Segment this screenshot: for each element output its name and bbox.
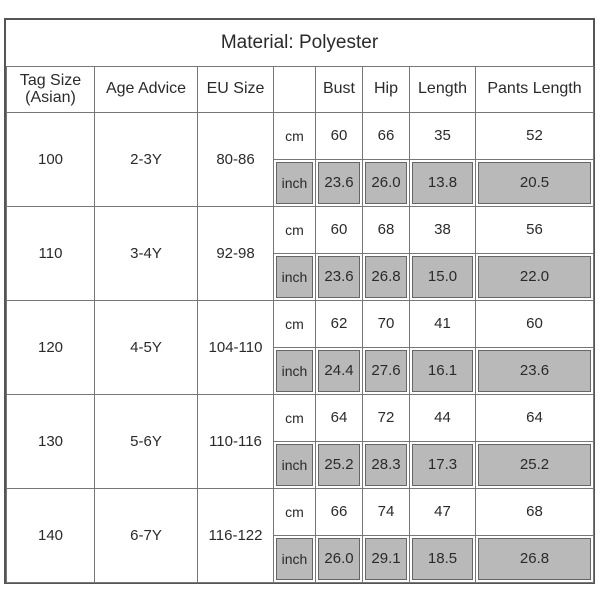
header-bust: Bust (316, 67, 363, 113)
hip-inch-cell: 26.0 (363, 160, 410, 207)
length-cm-cell: 38 (410, 207, 476, 254)
bust-cm-cell: 66 (316, 489, 363, 536)
pants-length-inch-cell: 26.8 (476, 536, 594, 583)
age-advice-cell: 5-6Y (95, 395, 198, 489)
size-row-cm (7, 113, 594, 160)
hip-inch-cell: 29.1 (363, 536, 410, 583)
tag-size-cell: 100 (7, 113, 95, 207)
unit-inch-cell: inch (274, 160, 316, 207)
eu-size-cell: 80-86 (198, 113, 274, 207)
header-unit (274, 67, 316, 113)
bust-cm-cell: 60 (316, 207, 363, 254)
header-eu-size: EU Size (198, 67, 274, 113)
age-advice-cell: 4-5Y (95, 301, 198, 395)
age-advice-cell: 2-3Y (95, 113, 198, 207)
pants-length-cm-cell: 52 (476, 113, 594, 160)
header-hip: Hip (363, 67, 410, 113)
size-row-cm (7, 395, 594, 442)
size-table (6, 66, 594, 583)
header-age-advice: Age Advice (95, 67, 198, 113)
eu-size-cell: 104-110 (198, 301, 274, 395)
bust-inch-cell: 24.4 (316, 348, 363, 395)
unit-cm-cell: cm (274, 301, 316, 348)
pants-length-cm-cell: 68 (476, 489, 594, 536)
header-length: Length (410, 67, 476, 113)
bust-cm-cell: 62 (316, 301, 363, 348)
size-row-cm (7, 489, 594, 536)
unit-cm-cell: cm (274, 207, 316, 254)
hip-cm-cell: 70 (363, 301, 410, 348)
unit-inch-cell: inch (274, 442, 316, 489)
pants-length-inch-cell: 25.2 (476, 442, 594, 489)
hip-cm-cell: 66 (363, 113, 410, 160)
unit-inch-cell: inch (274, 348, 316, 395)
age-advice-cell: 3-4Y (95, 207, 198, 301)
hip-cm-cell: 68 (363, 207, 410, 254)
eu-size-cell: 116-122 (198, 489, 274, 583)
size-row-cm (7, 301, 594, 348)
age-advice-cell: 6-7Y (95, 489, 198, 583)
length-cm-cell: 35 (410, 113, 476, 160)
pants-length-cm-cell: 64 (476, 395, 594, 442)
hip-inch-cell: 27.6 (363, 348, 410, 395)
length-cm-cell: 47 (410, 489, 476, 536)
tag-size-cell: 110 (7, 207, 95, 301)
unit-inch-cell: inch (274, 536, 316, 583)
length-inch-cell: 13.8 (410, 160, 476, 207)
bust-cm-cell: 64 (316, 395, 363, 442)
header-pants-length: Pants Length (476, 67, 594, 113)
pants-length-inch-cell: 20.5 (476, 160, 594, 207)
hip-cm-cell: 72 (363, 395, 410, 442)
length-inch-cell: 15.0 (410, 254, 476, 301)
unit-cm-cell: cm (274, 113, 316, 160)
length-inch-cell: 17.3 (410, 442, 476, 489)
bust-cm-cell: 60 (316, 113, 363, 160)
bust-inch-cell: 25.2 (316, 442, 363, 489)
pants-length-inch-cell: 22.0 (476, 254, 594, 301)
bust-inch-cell: 23.6 (316, 160, 363, 207)
eu-size-cell: 110-116 (198, 395, 274, 489)
unit-inch-cell: inch (274, 254, 316, 301)
unit-cm-cell: cm (274, 489, 316, 536)
bust-inch-cell: 23.6 (316, 254, 363, 301)
chart-title: Material: Polyester (6, 20, 593, 67)
length-inch-cell: 18.5 (410, 536, 476, 583)
hip-inch-cell: 26.8 (363, 254, 410, 301)
length-cm-cell: 41 (410, 301, 476, 348)
tag-size-cell: 140 (7, 489, 95, 583)
bust-inch-cell: 26.0 (316, 536, 363, 583)
pants-length-cm-cell: 56 (476, 207, 594, 254)
tag-size-cell: 120 (7, 301, 95, 395)
unit-cm-cell: cm (274, 395, 316, 442)
eu-size-cell: 92-98 (198, 207, 274, 301)
size-chart (4, 18, 595, 584)
pants-length-cm-cell: 60 (476, 301, 594, 348)
header-tag-size: Tag Size (Asian) (7, 67, 95, 113)
size-row-cm (7, 207, 594, 254)
pants-length-inch-cell: 23.6 (476, 348, 594, 395)
hip-inch-cell: 28.3 (363, 442, 410, 489)
length-cm-cell: 44 (410, 395, 476, 442)
hip-cm-cell: 74 (363, 489, 410, 536)
length-inch-cell: 16.1 (410, 348, 476, 395)
tag-size-cell: 130 (7, 395, 95, 489)
header-row (7, 67, 594, 113)
